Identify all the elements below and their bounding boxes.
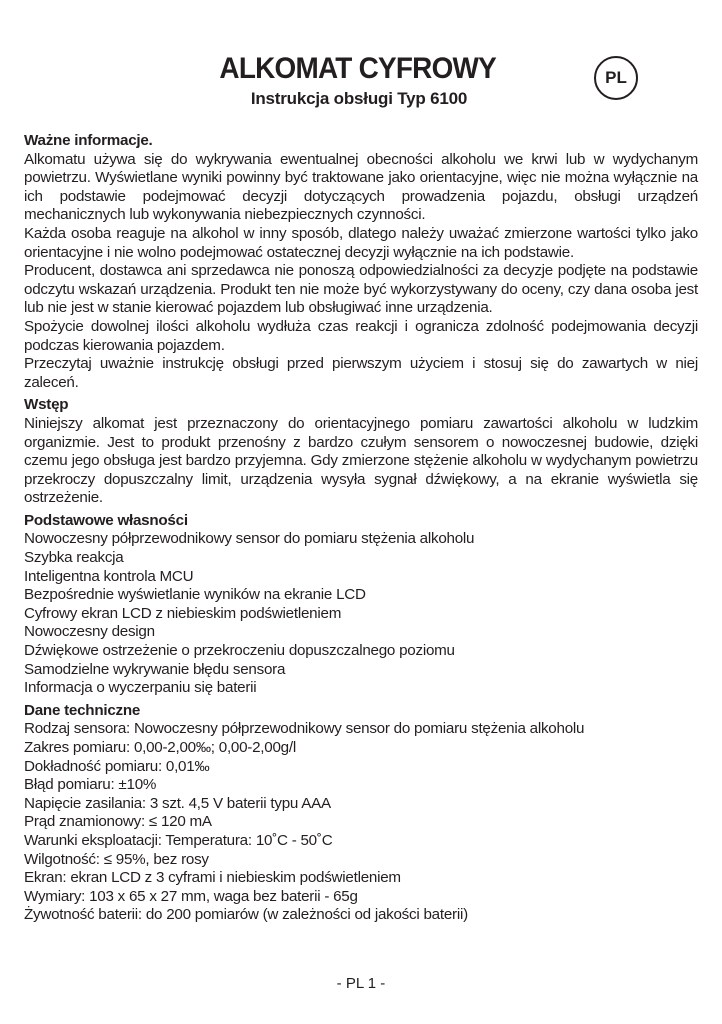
specs-section xyxy=(24,702,698,925)
list-item: Rodzaj sensora: Nowoczesny półprzewodnikowy sensor do pomiaru stężenia alkoholu xyxy=(24,720,585,738)
list-item: Prąd znamionowy: ≤ 120 mA xyxy=(24,813,212,831)
paragraph: Niniejszy alkomat jest przeznaczony do orientacyjnego pomiaru zawartości alkoholu w ludzkim organizmie. Jest to produkt przenośny z bardzo czułym sensorem o nowoczesnej budowie, dzięki czemu jego obsługa jest bardzo przyjemna. Gdy zmierzone stężenie alkoholu w wydychanym powietrzu przekroczy dopuszczalny limit, urządzenia wysyła sygnał dźwiękowy, a na ekranie wyświetla się ostrzeżenie. xyxy=(24,414,698,507)
list-item: Nowoczesny design xyxy=(24,623,155,641)
document-body xyxy=(24,132,698,925)
section-heading: Dane techniczne xyxy=(24,701,141,719)
paragraph: Każda osoba reaguje na alkohol w inny sposób, dlatego należy uważać zmierzone wartości tylko jako orientacyjne i nie wolno podejmować ostatecznej decyzji wyłącznie na ich podstawie. xyxy=(24,224,698,261)
list-item: Wilgotność: ≤ 95%, bez rosy xyxy=(24,850,209,868)
section-heading: Podstawowe własności xyxy=(24,511,188,529)
list-item: Wymiary: 103 x 65 x 27 mm, waga bez baterii - 65g xyxy=(24,887,358,905)
list-item: Inteligentna kontrola MCU xyxy=(24,567,194,585)
list-item: Napięcie zasilania: 3 szt. 4,5 V baterii typu AAA xyxy=(24,794,331,812)
list-item: Nowoczesny półprzewodnikowy sensor do pomiaru stężenia alkoholu xyxy=(24,530,475,548)
paragraph: Alkomatu używa się do wykrywania ewentualnej obecności alkoholu we krwi lub w wydychanym powietrzu. Wyświetlane wyniki powinny być traktowane jako orientacyjne, więc nie można wyłącznie na ich podstawie podejmować decyzji dotyczących prowadzenia pojazdu, obsługi urządzeń mechanicznych lub wykonywania niebezpiecznych czynności. xyxy=(24,150,698,224)
page-title: ALKOMAT CYFROWY xyxy=(219,52,497,85)
list-item: Szybka reakcja xyxy=(24,549,124,567)
section-heading: Wstęp xyxy=(24,396,69,414)
list-item: Błąd pomiaru: ±10% xyxy=(24,776,157,794)
list-item: Informacja o wyczerpaniu się baterii xyxy=(24,679,257,697)
page-subtitle: Instrukcja obsługi Typ 6100 xyxy=(250,89,468,108)
important-info-section xyxy=(24,132,698,392)
list-item: Dokładność pomiaru: 0,01‰ xyxy=(24,757,210,775)
section-heading: Ważne informacje. xyxy=(24,132,153,149)
paragraph: Spożycie dowolnej ilości alkoholu wydłuża czas reakcji i ogranicza zdolność podejmowania decyzji podczas kierowania pojazdem. xyxy=(24,317,698,354)
paragraph: Producent, dostawca ani sprzedawca nie ponoszą odpowiedzialności za decyzje podjęte na podstawie odczytu wskazań urządzenia. Produkt ten nie może być wykorzystywany do oceny, czy dana osoba jest lub nie jest w stanie kierować pojazdem lub obsługiwać inne urządzenia. xyxy=(24,262,698,317)
features-list xyxy=(24,530,698,697)
language-badge: PL xyxy=(594,56,638,100)
list-item: Ekran: ekran LCD z 3 cyframi i niebieskim podświetleniem xyxy=(24,869,401,887)
page-number: - PL 1 - xyxy=(336,975,386,992)
list-item: Dźwiękowe ostrzeżenie o przekroczeniu dopuszczalnego poziomu xyxy=(24,642,455,660)
list-item: Samodzielne wykrywanie błędu sensora xyxy=(24,660,286,678)
intro-section xyxy=(24,396,698,508)
list-item: Bezpośrednie wyświetlanie wyników na ekranie LCD xyxy=(24,586,366,604)
paragraph: Przeczytaj uważnie instrukcję obsługi przed pierwszym użyciem i stosuj się do zawartych w niej zaleceń. xyxy=(24,355,698,391)
list-item: Cyfrowy ekran LCD z niebieskim podświetleniem xyxy=(24,604,342,622)
list-item: Zakres pomiaru: 0,00-2,00‰; 0,00-2,00g/l xyxy=(24,739,296,756)
list-item: Żywotność baterii: do 200 pomiarów (w zależności od jakości baterii) xyxy=(24,906,468,924)
list-item: Warunki eksploatacji: Temperatura: 10˚C - 50˚C xyxy=(24,831,333,849)
features-section xyxy=(24,512,698,698)
specs-list xyxy=(24,720,698,925)
